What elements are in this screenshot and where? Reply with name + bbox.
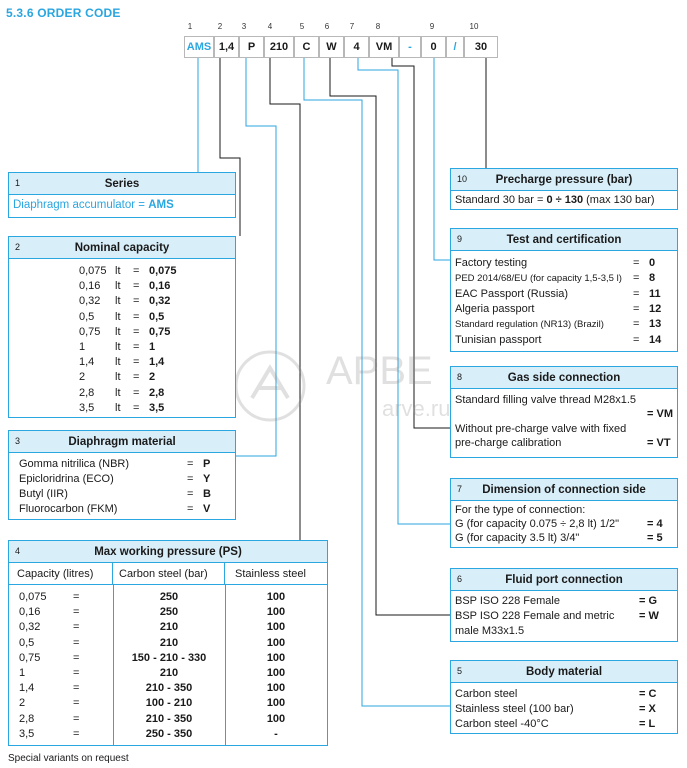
pressure-capacity: 0,16: [19, 606, 41, 619]
pressure-carbon-value: 250: [159, 591, 179, 603]
capacity-code: 2,8: [149, 386, 165, 399]
max-pressure-box: [8, 540, 328, 746]
test-certification-header: 9 Test and certification: [451, 229, 677, 251]
capacity-equals: =: [133, 280, 140, 293]
capacity-code: 2: [149, 371, 156, 384]
series-number: 1: [15, 178, 21, 188]
capacity-unit: lt: [115, 310, 121, 323]
position-number: 2: [217, 22, 223, 31]
precharge-box: [450, 168, 678, 210]
test-code: 8: [649, 272, 656, 285]
capacity-equals: =: [133, 371, 140, 384]
code-cell-dash: -: [399, 36, 421, 58]
diaphragm-material-name: Butyl (IIR): [19, 488, 68, 500]
test-certification-name: Tunisian passport: [455, 333, 542, 346]
column-header-capacity: Capacity (litres): [17, 568, 94, 580]
pressure-carbon-value: 210: [159, 636, 179, 649]
diaphragm-code: Y: [203, 473, 211, 485]
capacity-litres: 2: [79, 371, 86, 384]
code-cell-body: C: [294, 36, 319, 58]
section-title: 5.3.6 ORDER CODE: [6, 6, 121, 20]
pressure-stainless-value: 100: [266, 712, 286, 725]
pressure-carbon-value: 250: [159, 606, 179, 619]
pressure-carbon-value: 150 - 210 - 330: [131, 651, 207, 664]
code-cell-slash: /: [446, 36, 464, 58]
body-material-box: [450, 660, 678, 734]
watermark-url: arve.ru: [382, 396, 451, 421]
pressure-capacity: 1,4: [19, 682, 35, 695]
test-equals: =: [633, 257, 640, 269]
code-cell-diaphragm: P: [239, 36, 264, 58]
pressure-carbon-value: 100 - 210: [145, 697, 193, 710]
test-certification-name: Factory testing: [455, 257, 528, 269]
pressure-carbon-value: 250 - 350: [145, 727, 193, 740]
pressure-capacity: 1: [19, 667, 26, 679]
capacity-equals: =: [133, 265, 140, 277]
pressure-equals: =: [73, 697, 80, 710]
test-certification-box: [450, 228, 678, 352]
footer-note: Special variants on request: [8, 753, 129, 764]
diaphragm-equals: =: [187, 503, 194, 515]
capacity-unit: lt: [115, 386, 121, 399]
pressure-stainless-value: 100: [266, 682, 286, 695]
position-number: 4: [267, 22, 273, 31]
capacity-unit: lt: [115, 341, 121, 353]
test-certification-name: Standard regulation (NR13) (Brazil): [455, 319, 604, 331]
capacity-equals: =: [133, 401, 140, 414]
pressure-capacity: 2: [19, 697, 26, 710]
capacity-litres: 0,75: [79, 325, 101, 338]
pressure-equals: =: [73, 682, 80, 695]
dimension-row-three-quarter: G (for capacity 3.5 lt) 3/4": [455, 532, 580, 544]
dimension-header: 7 Dimension of connection side: [451, 479, 677, 501]
capacity-code: 0,5: [149, 310, 165, 323]
capacity-litres: 3,5: [79, 401, 95, 414]
code-cell-test: 0: [421, 36, 446, 58]
series-box: [8, 172, 236, 218]
pressure-capacity: 0,32: [19, 621, 41, 634]
test-certification-name: PED 2014/68/EU (for capacity 1,5-3,5 l): [455, 273, 622, 285]
test-code: 11: [649, 287, 661, 300]
diaphragm-code: P: [203, 458, 211, 470]
dimension-code-4: = 4: [647, 518, 663, 530]
precharge-text: Standard 30 bar = 0 ÷ 130 (max 130 bar): [455, 194, 655, 206]
position-number: 7: [349, 22, 355, 31]
pressure-capacity: 0,075: [19, 591, 47, 603]
capacity-code: 3,5: [149, 401, 165, 414]
dimension-intro: For the type of connection:: [455, 504, 586, 516]
diaphragm-equals: =: [187, 458, 194, 470]
position-number: 9: [429, 22, 435, 31]
pressure-stainless-value: 100: [266, 636, 286, 649]
nominal-capacity-box: [8, 236, 236, 418]
code-cell-pressure: 210: [264, 36, 294, 58]
pressure-carbon-value: 210 - 350: [145, 712, 193, 725]
pressure-equals: =: [73, 712, 80, 725]
capacity-litres: 0,16: [79, 280, 101, 293]
body-material-code: = C: [639, 688, 657, 700]
capacity-equals: =: [133, 310, 140, 323]
pressure-equals: =: [73, 727, 80, 740]
fluid-code-g: = G: [639, 595, 658, 607]
pressure-equals: =: [73, 591, 80, 603]
test-equals: =: [633, 302, 640, 315]
capacity-equals: =: [133, 386, 140, 399]
capacity-code: 1: [149, 341, 156, 353]
pressure-stainless-value: -: [274, 727, 278, 740]
diaphragm-material-name: Fluorocarbon (FKM): [19, 503, 118, 515]
fluid-row-female: BSP ISO 228 Female: [455, 595, 560, 607]
body-material-name: Carbon steel: [455, 688, 518, 700]
gas-row-without: Without pre-charge valve with fixed: [455, 423, 627, 435]
pressure-equals: =: [73, 636, 80, 649]
test-equals: =: [633, 318, 640, 331]
fluid-code-w: = W: [639, 610, 659, 622]
connector-pressure: [270, 58, 328, 550]
test-certification-name: EAC Passport (Russia): [455, 287, 569, 300]
code-cell-gas: VM: [369, 36, 399, 58]
series-header: 1 Series: [9, 173, 235, 195]
capacity-unit: lt: [115, 325, 121, 338]
connector-fluid: [330, 58, 450, 615]
connector-dimension: [358, 58, 450, 524]
capacity-unit: lt: [115, 265, 121, 277]
pressure-stainless-value: 100: [266, 621, 286, 634]
position-number: 3: [241, 22, 247, 31]
pressure-carbon-value: 210: [159, 621, 179, 634]
diaphragm-code: B: [203, 488, 211, 500]
capacity-equals: =: [133, 356, 140, 369]
capacity-unit: lt: [115, 371, 121, 384]
pressure-capacity: 3,5: [19, 727, 35, 740]
fluid-row-metric: BSP ISO 228 Female and metric: [455, 610, 615, 622]
test-equals: =: [633, 272, 640, 285]
capacity-unit: lt: [115, 280, 121, 293]
capacity-litres: 0,5: [79, 310, 95, 323]
capacity-unit: lt: [115, 356, 121, 369]
connector-test: [434, 58, 450, 260]
position-number: 1: [187, 22, 193, 31]
gas-code-vm: = VM: [647, 408, 673, 420]
fluid-row-male: male M33x1.5: [455, 625, 525, 637]
body-material-header: 5 Body material: [451, 661, 677, 683]
capacity-code: 0,32: [149, 295, 171, 308]
body-material-code: = X: [639, 703, 656, 715]
code-cell-precharge: 30: [464, 36, 498, 58]
pressure-stainless-value: 100: [266, 697, 286, 710]
pressure-stainless-value: 100: [266, 606, 286, 619]
capacity-unit: lt: [115, 295, 121, 308]
position-number: 8: [375, 22, 381, 31]
capacity-equals: =: [133, 295, 140, 308]
capacity-litres: 0,32: [79, 295, 101, 308]
diaphragm-material-name: Gomma nitrilica (NBR): [19, 458, 130, 470]
test-code: 0: [649, 257, 656, 269]
diaphragm-code: V: [203, 503, 211, 515]
pressure-carbon-value: 210 - 350: [145, 682, 193, 695]
gas-connection-box: [450, 366, 678, 458]
gas-code-vt: = VT: [647, 437, 671, 449]
pressure-capacity: 0,75: [19, 651, 41, 664]
code-cell-capacity: 1,4: [214, 36, 239, 58]
capacity-litres: 0,075: [79, 265, 107, 277]
capacity-code: 0,75: [149, 325, 171, 338]
capacity-litres: 1: [79, 341, 86, 353]
series-text: Diaphragm accumulator = AMS: [13, 199, 174, 211]
test-equals: =: [633, 287, 640, 300]
capacity-equals: =: [133, 341, 140, 353]
code-cell-fluid: W: [319, 36, 344, 58]
pressure-equals: =: [73, 606, 80, 619]
dimension-code-5: = 5: [647, 532, 663, 544]
pressure-stainless-value: 100: [266, 667, 286, 679]
capacity-equals: =: [133, 325, 140, 338]
test-equals: =: [633, 333, 640, 346]
gas-connection-header: 8 Gas side connection: [451, 367, 677, 389]
body-material-name: Carbon steel -40°C: [455, 718, 549, 730]
capacity-code: 0,16: [149, 280, 171, 293]
pressure-capacity: 2,8: [19, 712, 35, 725]
column-header-carbon: Carbon steel (bar): [119, 568, 208, 580]
dimension-row-half: G (for capacity 0.075 ÷ 2,8 lt) 1/2": [455, 518, 620, 530]
precharge-header: 10 Precharge pressure (bar): [451, 169, 677, 191]
pressure-equals: =: [73, 621, 80, 634]
code-cell-series: AMS: [184, 36, 214, 58]
fluid-port-header: 6 Fluid port connection: [451, 569, 677, 591]
position-number: 10: [469, 22, 479, 31]
max-pressure-header: 4 Max working pressure (PS): [9, 541, 327, 563]
nominal-capacity-header: 2 Nominal capacity: [9, 237, 235, 259]
diaphragm-equals: =: [187, 473, 194, 485]
test-code: 13: [649, 318, 662, 331]
capacity-litres: 1,4: [79, 356, 95, 369]
pressure-equals: =: [73, 667, 80, 679]
watermark-name: АРВЕ: [326, 349, 433, 393]
pressure-carbon-value: 210: [159, 667, 179, 679]
max-pressure-column-headers: [9, 563, 327, 585]
test-certification-name: Algeria passport: [455, 302, 535, 315]
test-code: 14: [649, 333, 662, 346]
fluid-port-box: [450, 568, 678, 642]
capacity-code: 1,4: [149, 356, 165, 369]
dimension-box: [450, 478, 678, 548]
pressure-capacity: 0,5: [19, 636, 35, 649]
gas-row-calibration: pre-charge calibration: [455, 437, 562, 449]
pressure-stainless-value: 100: [266, 651, 286, 664]
capacity-unit: lt: [115, 401, 121, 414]
position-number: 5: [299, 22, 305, 31]
diaphragm-material-box: [8, 430, 236, 520]
diaphragm-material-header: 3 Diaphragm material: [9, 431, 235, 453]
position-number: 6: [324, 22, 330, 31]
capacity-code: 0,075: [149, 265, 177, 277]
body-material-code: = L: [639, 718, 656, 730]
gas-row-standard: Standard filling valve thread M28x1.5: [455, 394, 636, 406]
diaphragm-equals: =: [187, 488, 194, 500]
column-header-stainless: Stainless steel: [235, 568, 306, 580]
pressure-equals: =: [73, 651, 80, 664]
capacity-litres: 2,8: [79, 386, 95, 399]
test-code: 12: [649, 302, 662, 315]
body-material-name: Stainless steel (100 bar): [455, 703, 574, 715]
diaphragm-material-name: Epicloridrina (ECO): [19, 473, 114, 485]
code-cell-dimension: 4: [344, 36, 369, 58]
pressure-stainless-value: 100: [266, 591, 286, 603]
